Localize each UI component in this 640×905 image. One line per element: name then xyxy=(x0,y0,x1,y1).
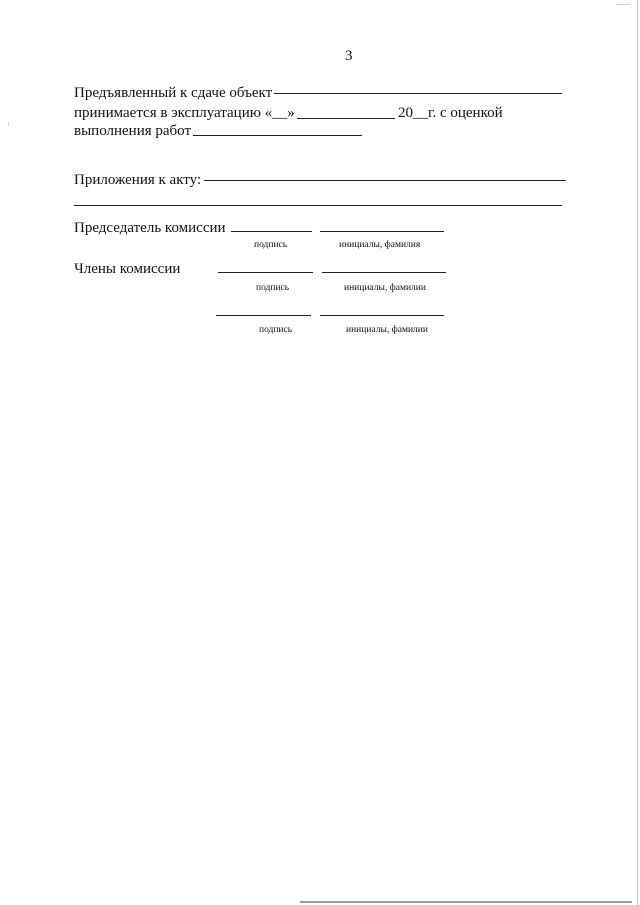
member2-name-caption: инициалы, фамилии xyxy=(346,325,428,335)
members-label: Члены комиссии xyxy=(74,261,181,277)
attachments-field-line-2[interactable] xyxy=(74,205,562,206)
attachments-field-line-1[interactable] xyxy=(204,180,566,181)
member2-signature-caption: подпись xyxy=(259,325,293,335)
page-edge-right xyxy=(637,0,638,905)
accept-label: принимается в эксплуатацию «__» xyxy=(74,105,295,121)
page-edge-bottom xyxy=(300,901,632,903)
attachments-label: Приложения к акту: xyxy=(74,172,202,188)
chairman-signature-line[interactable] xyxy=(231,231,312,232)
work-label: выполнения работ xyxy=(74,123,192,139)
chairman-label: Председатель комиссии xyxy=(74,220,226,236)
page-edge-top xyxy=(616,4,630,5)
year-label: 20__г. с оценкой xyxy=(398,105,503,121)
scan-mark xyxy=(8,122,9,126)
member1-name-line[interactable] xyxy=(322,272,446,273)
object-field-line[interactable] xyxy=(274,93,562,94)
member2-signature-line[interactable] xyxy=(216,315,311,316)
member1-name-caption: инициалы, фамилии xyxy=(344,283,426,293)
chairman-name-line[interactable] xyxy=(320,231,444,232)
chairman-name-caption: инициалы, фамилия xyxy=(339,240,421,250)
member2-name-line[interactable] xyxy=(320,315,444,316)
chairman-signature-caption: подпись xyxy=(254,240,288,250)
date-field-line[interactable] xyxy=(297,118,395,119)
page-number: 3 xyxy=(345,48,353,64)
object-label: Предъявленный к сдаче объект xyxy=(74,85,273,101)
member1-signature-line[interactable] xyxy=(218,272,313,273)
member1-signature-caption: подпись xyxy=(256,283,290,293)
evaluation-field-line[interactable] xyxy=(193,135,362,136)
